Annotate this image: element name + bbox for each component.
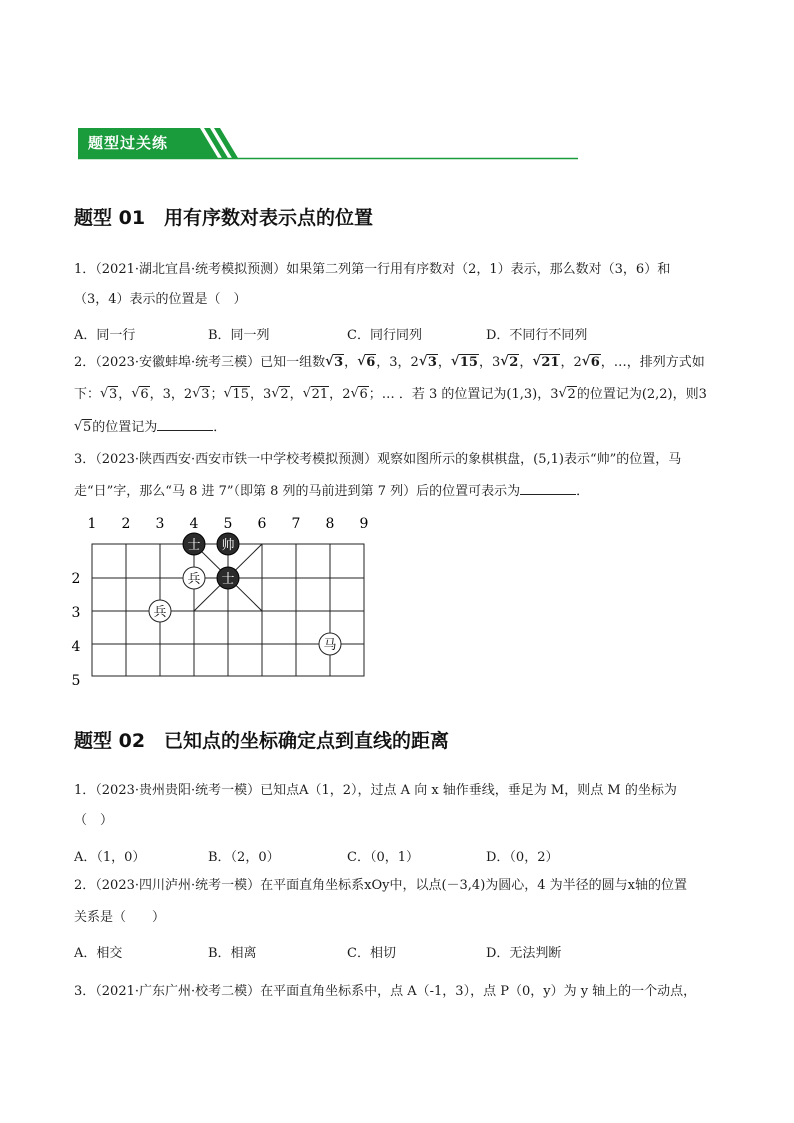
col-label-8: 8 (325, 516, 335, 532)
sqrt-3: √ 3 (192, 386, 210, 404)
option-c: C．相切 (347, 946, 396, 961)
chess-board (66, 510, 386, 690)
question-1-1-line2: （3，4）表示的位置是（ ） (74, 292, 247, 307)
sqrt-21: √ 21 (303, 386, 330, 404)
banner-label: 题型过关练 (88, 134, 169, 152)
q2-prefix: 2．（2023·安徽蚌埠·统考三模）已知一组数 (74, 355, 326, 370)
option-b: B．同一列 (208, 328, 270, 343)
row-label-5: 5 (71, 673, 81, 689)
col-label-3: 3 (155, 516, 165, 532)
number-3: 3 (263, 387, 272, 402)
option-a: A．（1，0） (74, 850, 146, 865)
q2-end: ． (213, 420, 227, 435)
answer-blank[interactable] (520, 482, 576, 495)
section-heading-02: 题型 02 已知点的坐标确定点到直线的距离 (74, 730, 450, 752)
col-label-5: 5 (223, 516, 233, 532)
piece-bing-a (183, 567, 205, 589)
section-heading-01: 题型 01 用有序数对表示点的位置 (74, 207, 374, 229)
sqrt-2: √ 2 (500, 354, 519, 372)
col-label-6: 6 (257, 516, 267, 532)
question-2-1-line1: 1．（2023·贵州贵阳·统考一模）已知点A（1，2），过点 A 向 x 轴作垂线，垂足为 M，则点 M 的坐标为 (74, 783, 677, 798)
sqrt-3: √ 3 (325, 354, 344, 372)
sqrt-2: √ 2 (271, 386, 289, 404)
answer-blank[interactable] (157, 418, 213, 431)
q2-line2-head: 下： (74, 387, 101, 402)
sqrt-6: √ 6 (582, 354, 601, 372)
col-label-2: 2 (121, 516, 131, 532)
option-b: B．相离 (208, 946, 257, 961)
question-1-3-line1: 3．（2023·陕西西安·西安市铁一中学校考模拟预测）观察如图所示的象棋棋盘，(5,1)表示“帅”的位置，马 (74, 452, 682, 467)
question-2-2-line2: 关系是（ ） (74, 910, 166, 925)
row-label-4: 4 (71, 639, 81, 655)
question-2-1-line2: （ ） (74, 813, 114, 828)
option-d: D．无法判断 (486, 946, 562, 961)
number-3: 3 (492, 355, 501, 370)
option-d: D．（0，2） (486, 850, 559, 865)
q3-end: ． (576, 484, 590, 499)
question-1-2-line3 (74, 418, 226, 437)
option-a: A．同一行 (74, 328, 136, 343)
svg-text:士: 士 (187, 538, 201, 553)
q3-line2-text: 走“日”字，那么“马 8 进 7”（即第 8 列的马前进到第 7 列）后的位置可表示为 (74, 484, 521, 499)
piece-shi-mid (217, 567, 239, 589)
svg-text:马: 马 (323, 638, 337, 653)
question-2-2-line1: 2．（2023·四川泸州·统考一模）在平面直角坐标系xOy中，以点(－3,4)为圆心，4 为半径的圆与x轴的位置 (74, 878, 688, 893)
option-c: C．（0，1） (347, 850, 419, 865)
number-3: 3 (550, 387, 559, 402)
svg-text:士: 士 (221, 572, 235, 587)
option-b: B．（2，0） (208, 850, 280, 865)
row-label-3: 3 (71, 605, 81, 621)
col-label-1: 1 (87, 516, 97, 532)
svg-text:兵: 兵 (187, 572, 201, 587)
number-2: 2 (410, 355, 419, 370)
col-label-9: 9 (359, 516, 369, 532)
option-a: A．相交 (74, 946, 123, 961)
q2-line2-tail: ；… ．若 3 的位置记为(1,3)， (368, 387, 551, 402)
section-banner (78, 124, 578, 160)
row-label-2: 2 (71, 571, 81, 587)
q2-line2-mid: 的位置记为(2,2)，则3 (576, 387, 707, 402)
option-d: D．不同行不同列 (486, 328, 588, 343)
question-1-3-line2 (74, 482, 589, 501)
sqrt-6: √ 6 (131, 386, 149, 404)
sqrt-3: √ 3 (419, 354, 438, 372)
number-3: 3 (162, 387, 171, 402)
question-1-2-line2: 下：√ 3，√ 6，3，2√ 3；√ 15，3√ 2，√ 21，2√ 6；… ．若 3 的位置记为(1,3)，3√ 2的位置记为(2,2)，则3 (74, 386, 707, 404)
piece-shuai (217, 533, 239, 555)
piece-ma (319, 633, 341, 655)
sqrt-2: √ 2 (559, 386, 577, 404)
q2-line1-tail: ，…，排列方式如 (600, 355, 705, 370)
number-2: 2 (342, 387, 351, 402)
sqrt-21: √ 21 (532, 354, 560, 372)
sqrt-15: √ 15 (451, 354, 479, 372)
chess-board-figure (66, 510, 386, 690)
sqrt-6: √ 6 (350, 386, 368, 404)
number-2: 2 (183, 387, 193, 402)
question-1-2-line1: 2．（2023·安徽蚌埠·统考三模）已知一组数√ 3，√ 6，3，2√ 3，√ 15，3√ 2，√ 21，2√ 6，…，排列方式如 (74, 354, 705, 372)
number-2: 2 (573, 355, 582, 370)
sqrt-3: √ 3 (100, 386, 118, 404)
q2-line3-tail: 的位置记为 (92, 420, 158, 435)
sqrt-6: √ 6 (357, 354, 376, 372)
sqrt-15: √ 15 (223, 386, 250, 404)
piece-bing-b (149, 600, 171, 622)
svg-text:帅: 帅 (221, 538, 235, 553)
col-label-7: 7 (291, 516, 301, 532)
col-label-4: 4 (189, 516, 199, 532)
board-grid (92, 544, 364, 676)
piece-shi-top (183, 533, 205, 555)
sqrt-5: √ 5 (74, 419, 92, 437)
number-3: 3 (389, 355, 398, 370)
question-1-1-line1: 1．（2021·湖北宜昌·统考模拟预测）如果第二列第一行用有序数对（2，1）表示，那么数对（3，6）和 (74, 262, 671, 277)
option-c: C．同行同列 (347, 328, 422, 343)
question-2-3-line1: 3．（2021·广东广州·校考二模）在平面直角坐标系中，点 A（-1，3），点 P（0，y）为 y 轴上的一个动点， (74, 984, 697, 999)
svg-text:兵: 兵 (153, 605, 167, 620)
